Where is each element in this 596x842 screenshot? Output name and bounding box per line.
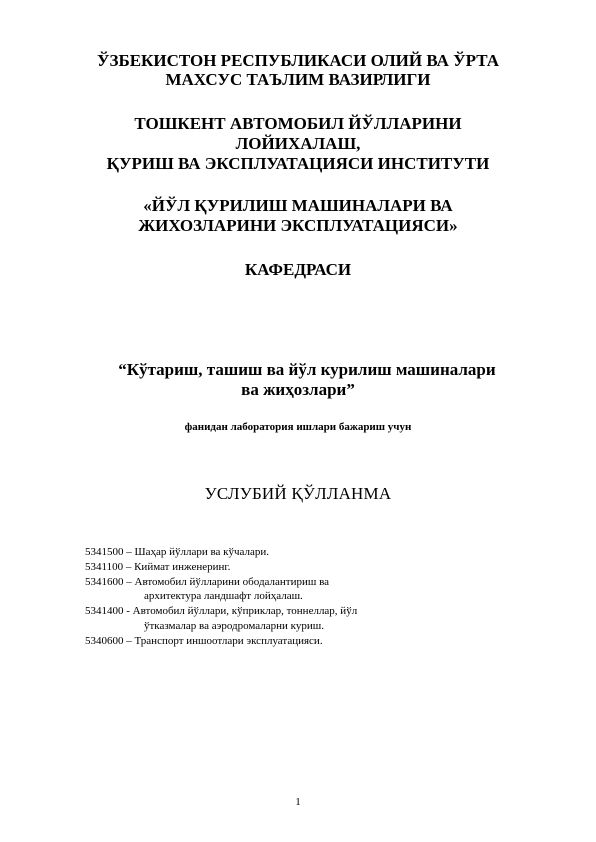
ministry-line-2: МАХСУС ТАЪЛИМ ВАЗИРЛИГИ (165, 70, 431, 89)
institute-line-2: ЛОЙИХАЛАШ, (235, 134, 361, 153)
course-title-line-2: ва жиҳозлари” (241, 380, 355, 399)
specialty-item-continuation: архитектура ландшафт лойҳалаш. (144, 590, 303, 602)
specialty-item: 5341400 - Автомобил йўллари, кўприклар, тоннеллар, йўл (85, 605, 358, 617)
department-line-1: «ЙЎЛ ҚУРИЛИШ МАШИНАЛАРИ ВА (143, 196, 453, 215)
course-subtitle: фанидан лаборатория ишлари бажариш учун (184, 421, 412, 433)
specialty-item: 5341500 – Шаҳар йўллари ва кўчалари. (85, 546, 270, 558)
department-label: КАФЕДРАСИ (244, 260, 352, 279)
course-title-line-1: “Кўтариш, ташиш ва йўл курилиш машиналари (118, 360, 496, 379)
specialty-item: 5341100 – Киймат инженеринг. (85, 561, 231, 573)
department-line-2: ЖИХОЗЛАРИНИ ЭКСПЛУАТАЦИЯСИ» (138, 216, 458, 235)
specialty-item-continuation: ўтказмалар ва аэродромаларни куриш. (144, 620, 324, 632)
institute-line-3: ҚУРИШ ВА ЭКСПЛУАТАЦИЯСИ ИНСТИТУТИ (106, 154, 490, 173)
document-type: УСЛУБИЙ ҚЎЛЛАНМА (204, 484, 392, 503)
specialty-item: 5341600 – Автомобил йўлларини ободалантириш ва (85, 576, 330, 588)
specialty-item: 5340600 – Транспорт иншоотлари эксплуатацияси. (85, 635, 323, 647)
page-number: 1 (295, 796, 301, 808)
institute-line-1: ТОШКЕНТ АВТОМОБИЛ ЙЎЛЛАРИНИ (134, 114, 462, 133)
ministry-line-1: ЎЗБЕКИСТОН РЕСПУБЛИКАСИ ОЛИЙ ВА ЎРТА (97, 51, 499, 70)
